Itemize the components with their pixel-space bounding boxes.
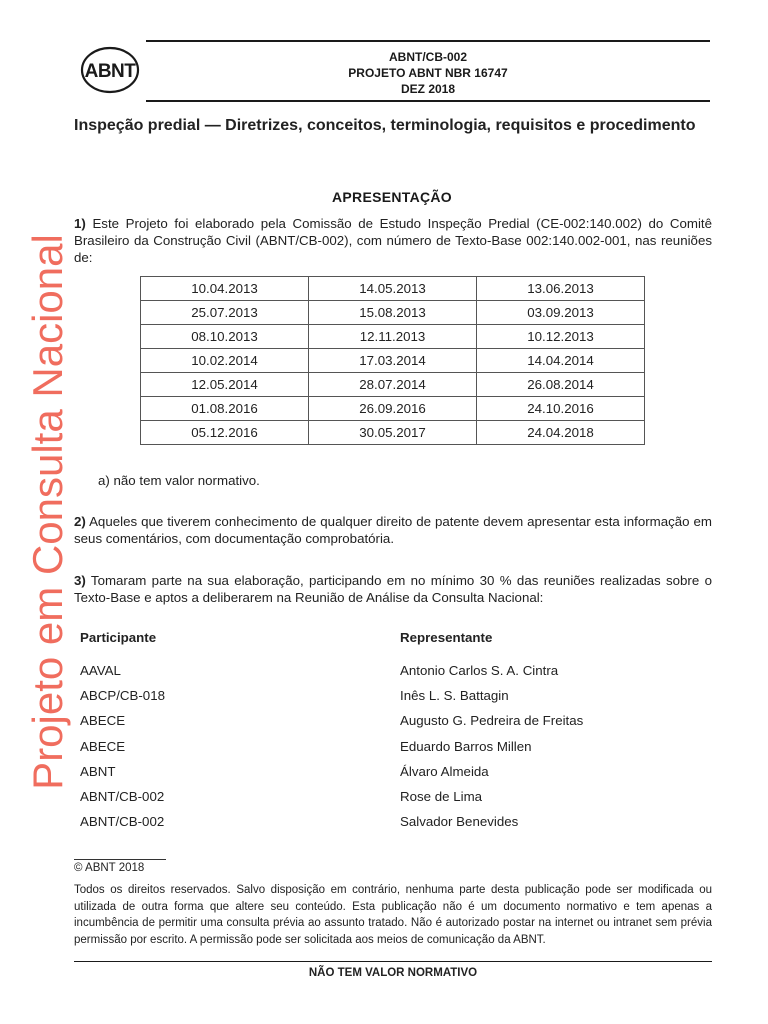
paragraph-3 (74, 572, 712, 606)
date-cell: 30.05.2017 (309, 421, 477, 445)
participant-name: ABCP/CB-018 (80, 688, 165, 704)
footer-label: NÃO TEM VALOR NORMATIVO (308, 967, 478, 979)
participant-name: ABECE (80, 738, 126, 754)
participant-name: AAVAL (80, 663, 121, 678)
paragraph-3-text: Tomaram parte na sua elaboração, participando em no mínimo 30 % das reuniões realizadas sobre o Texto-Base e aptos a deliberarem na Reunião de Análise da Consulta Nacional: (74, 573, 712, 605)
note-text: a) não tem valor normativo. (98, 473, 260, 488)
date-cell: 12.11.2013 (309, 325, 477, 349)
paragraph-1 (74, 215, 712, 266)
copyright-notice: © ABNT 2018 (74, 862, 145, 874)
date-cell: 28.07.2014 (309, 373, 477, 397)
paragraph-2-text: Aqueles que tiverem conhecimento de qualquer direito de patente devem apresentar esta informação em seus comentários, com documentação comprobatória. (74, 514, 712, 546)
dates-row (141, 397, 645, 421)
date-cell: 14.04.2014 (477, 349, 645, 373)
date-cell: 10.02.2014 (141, 349, 309, 373)
paragraph-1-text: Este Projeto foi elaborado pela Comissão de Estudo Inspeção Predial (CE-002:140.002) do Comitê Brasileiro da Construção Civil (ABNT/CB-002), com número de Texto-Base 002:140.002-001, nas reuniões de: (74, 216, 712, 265)
date-cell: 14.05.2013 (309, 277, 477, 301)
header-top-rule (146, 40, 710, 42)
footnote-rule (74, 859, 166, 860)
abnt-logo (80, 46, 140, 94)
dates-row (141, 373, 645, 397)
paragraph-2-number: 2) (74, 514, 86, 529)
participant-row (80, 759, 640, 784)
paragraph-1-number: 1) (74, 216, 86, 231)
date-cell: 01.08.2016 (141, 397, 309, 421)
dates-row (141, 325, 645, 349)
date-cell: 10.04.2013 (141, 277, 309, 301)
representative-name: Augusto G. Pedreira de Freitas (400, 713, 584, 729)
logo-text: ABNT (84, 61, 136, 82)
committee-code: ABNT/CB-002 (388, 50, 467, 64)
date-cell: 26.09.2016 (309, 397, 477, 421)
section-heading: APRESENTAÇÃO (331, 189, 453, 205)
project-date: DEZ 2018 (400, 82, 456, 96)
participant-row (80, 784, 640, 809)
date-cell: 25.07.2013 (141, 301, 309, 325)
participant-name: ABNT/CB-002 (80, 814, 165, 830)
participant-name: ABNT (80, 763, 116, 779)
participant-column-header: Participante (80, 630, 157, 645)
footer-rule (74, 961, 712, 962)
date-cell: 12.05.2014 (141, 373, 309, 397)
dates-row (141, 349, 645, 373)
representative-name: Antonio Carlos S. A. Cintra (400, 663, 559, 678)
paragraph-2 (74, 513, 712, 547)
date-cell: 17.03.2014 (309, 349, 477, 373)
dates-row (141, 277, 645, 301)
date-cell: 15.08.2013 (309, 301, 477, 325)
representative-name: Salvador Benevides (400, 814, 519, 830)
participant-name: ABNT/CB-002 (80, 788, 165, 804)
date-cell: 13.06.2013 (477, 277, 645, 301)
participant-row (80, 708, 640, 733)
participants-list (80, 628, 640, 834)
date-cell: 08.10.2013 (141, 325, 309, 349)
header-bottom-rule (146, 100, 710, 102)
document-header (146, 49, 710, 97)
dates-row (141, 301, 645, 325)
document-title: Inspeção predial — Diretrizes, conceitos, terminologia, requisitos e procedimento (74, 117, 696, 134)
watermark-text: Projeto em Consulta Nacional (24, 234, 71, 790)
participant-row (80, 683, 640, 708)
date-cell: 10.12.2013 (477, 325, 645, 349)
representative-name: Inês L. S. Battagin (400, 688, 509, 704)
date-cell: 24.10.2016 (477, 397, 645, 421)
participant-name: ABECE (80, 713, 126, 729)
rights-notice: Todos os direitos reservados. Salvo disposição em contrário, nenhuma parte desta publicação pode ser modificada ou utilizada de outra forma que altere seu conteúdo. Esta publicação não é um documento normativo e tem apenas a incumbência de permitir uma consulta prévia ao assunto tratado. Não é autorizado postar na internet ou intranet sem prévia permissão por escrito. A permissão pode ser solicitada aos meios de comunicação da ABNT. (74, 884, 712, 946)
participant-row (80, 734, 640, 759)
representative-name: Eduardo Barros Millen (400, 738, 532, 754)
date-cell: 24.04.2018 (477, 421, 645, 445)
participant-row (80, 658, 640, 683)
date-cell: 05.12.2016 (141, 421, 309, 445)
meeting-dates-table (140, 276, 645, 445)
project-code: PROJETO ABNT NBR 16747 (348, 66, 508, 80)
representative-name: Álvaro Almeida (400, 763, 489, 779)
participant-row (80, 809, 640, 834)
representative-column-header: Representante (400, 630, 493, 645)
paragraph-3-number: 3) (74, 573, 86, 588)
date-cell: 03.09.2013 (477, 301, 645, 325)
representative-name: Rose de Lima (400, 788, 483, 804)
dates-row (141, 421, 645, 445)
participants-header (80, 628, 640, 658)
date-cell: 26.08.2014 (477, 373, 645, 397)
